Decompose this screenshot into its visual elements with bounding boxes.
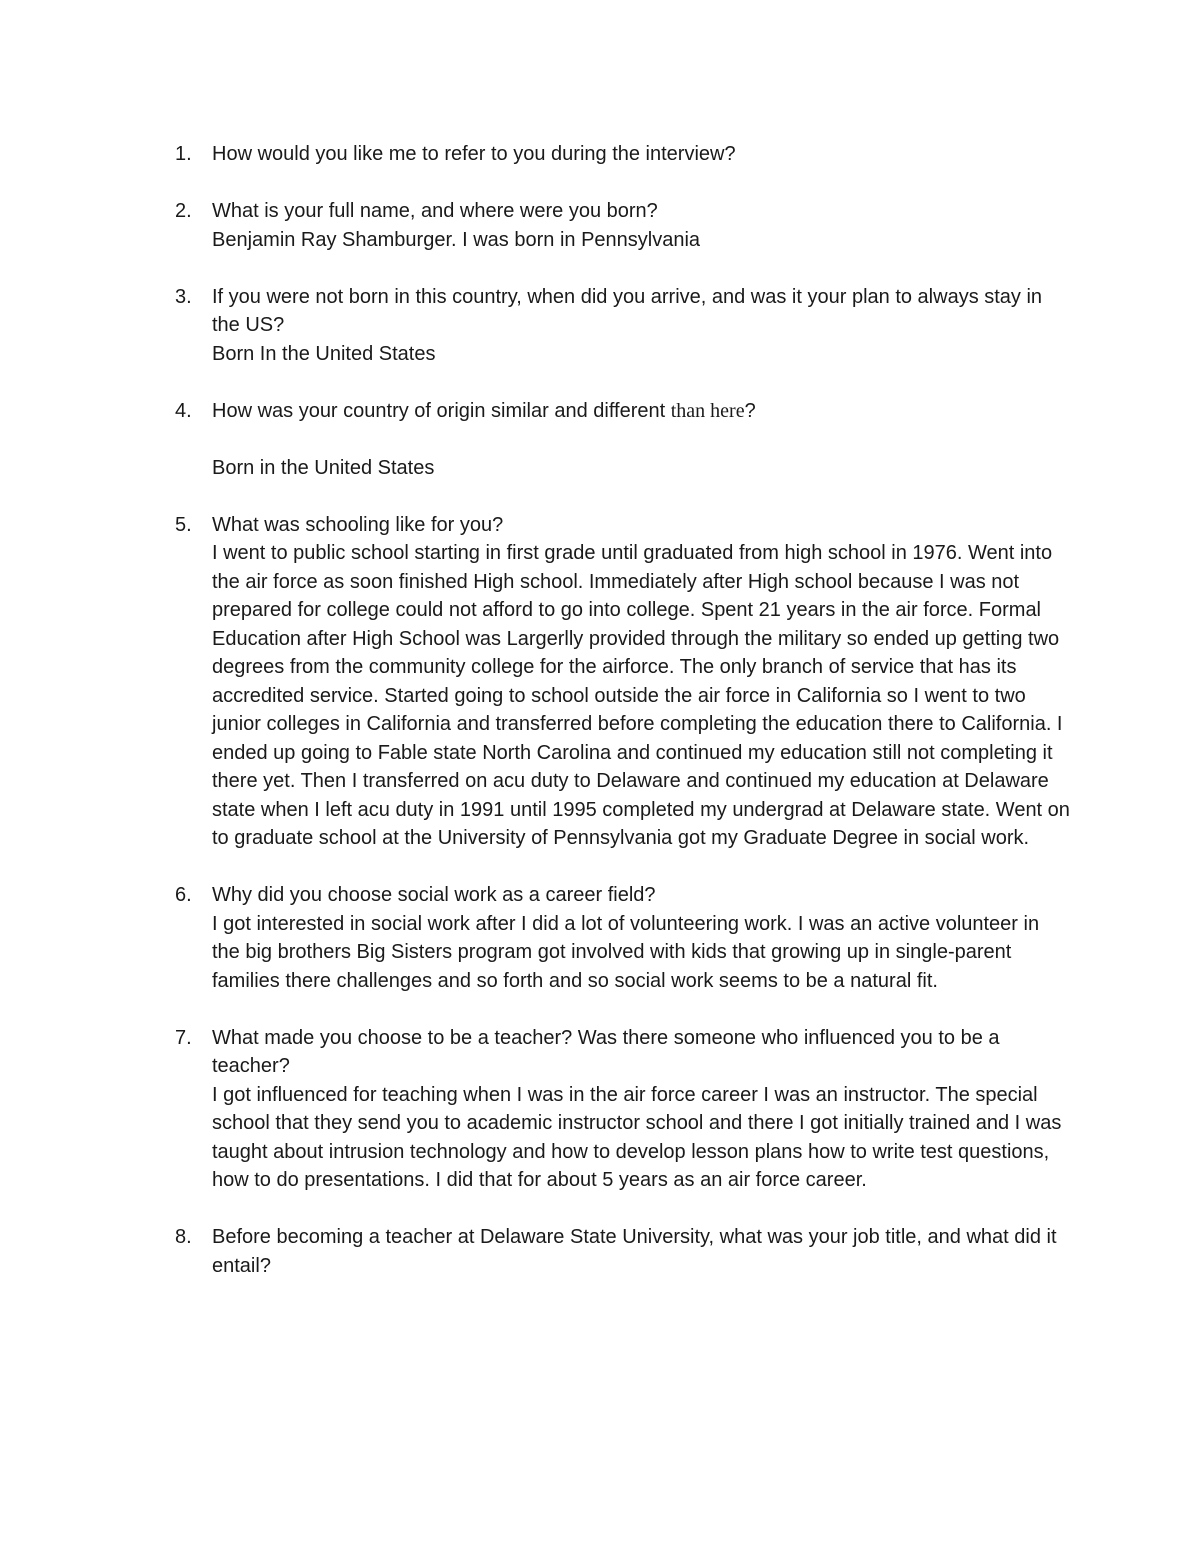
question-item-4 [170, 397, 1070, 483]
question-text-main: How was your country of origin similar and different [212, 399, 671, 422]
question-item-3 [170, 283, 1070, 369]
answer-text: Benjamin Ray Shamburger. I was born in Pennsylvania [212, 228, 701, 251]
interview-question-list [170, 140, 1070, 1309]
answer-text: I went to public school starting in first grade until graduated from high school in 1976. Went into the air force as soon finished High school. Immediately after High school because I was not prepared for college could not afford to go into college. Spent 21 years in the air force. Formal Education after High School was Largerlly provided through the military so ended up getting two degrees from the community college for the airforce. The only branch of service that has its accredited service. Started going to school outside the air force in California so I went to two junior colleges in California and transferred before completing the education there to California. I ended up going to Fable state North Carolina and continued my education still not completing it there yet. Then I transferred on acu duty to Delaware and continued my education at Delaware state when I left acu duty in 1991 until 1995 completed my undergrad at Delaware state. Went on to graduate school at the University of Pennsylvania got my Graduate Degree in social work. [212, 542, 1070, 849]
question-text: How would you like me to refer to you during the interview? [212, 143, 736, 165]
question-item-1 [170, 140, 1070, 169]
question-text: What is your full name, and where were you born? [212, 200, 658, 222]
answer-text: Born In the United States [212, 342, 436, 365]
answer-text: Born in the United States [212, 456, 435, 479]
question-number: 4. [175, 399, 192, 422]
question-number: 7. [175, 1026, 192, 1049]
question-text: What was schooling like for you? [212, 513, 504, 536]
question-number: 2. [175, 200, 192, 222]
question-item-7 [170, 1024, 1070, 1195]
question-text [212, 397, 1070, 426]
answer-text: I got influenced for teaching when I was in the air force career I was an instructor. The special school that they send you to academic instructor school and there I got initially trained and I was taught about intrusion technology and how to develop lesson plans how to write test questions, how to do presentations. I did that for about 5 years as an air force career. [212, 1083, 1062, 1191]
question-text: Before becoming a teacher at Delaware State University, what was your job title, and what did it entail? [212, 1226, 1057, 1277]
question-item-6 [170, 881, 1070, 995]
question-number: 3. [175, 285, 192, 308]
question-text-serif-part: than here [670, 399, 745, 422]
question-number: 6. [175, 884, 192, 906]
question-text-end: ? [744, 399, 756, 422]
question-number: 1. [175, 143, 192, 165]
question-number: 5. [175, 513, 192, 536]
question-item-5 [170, 511, 1070, 853]
question-text: What made you choose to be a teacher? Was there someone who influenced you to be a teacher? [212, 1026, 1000, 1077]
question-item-2 [170, 197, 1070, 254]
question-text: Why did you choose social work as a career field? [212, 884, 656, 906]
question-item-8 [170, 1223, 1070, 1280]
question-text: If you were not born in this country, when did you arrive, and was it your plan to always stay in the US? [212, 285, 1043, 336]
question-number: 8. [175, 1226, 192, 1248]
answer-text: I got interested in social work after I did a lot of volunteering work. I was an active volunteer in the big brothers Big Sisters program got involved with kids that growing up in single-parent families there challenges and so forth and so social work seems to be a natural fit. [212, 912, 1040, 992]
